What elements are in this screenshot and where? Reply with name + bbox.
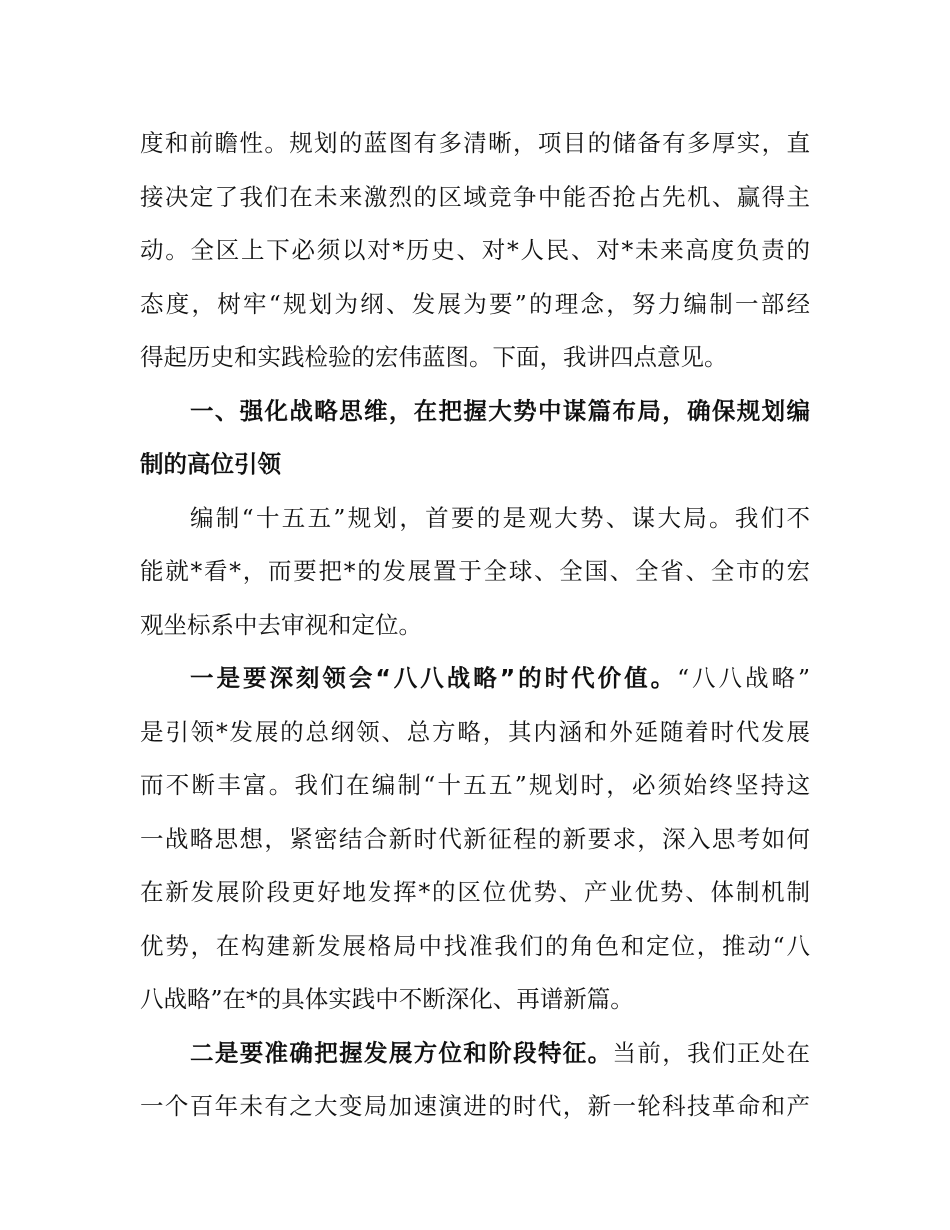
paragraph-line [190,491,810,545]
line-text: 是引领*发展的总纲领、总方略，其内涵和外延随着时代发展 [140,717,810,746]
line-text: 接决定了我们在未来激烈的区域竞争中能否抢占先机、赢得主 [140,182,810,211]
line-text: 观坐标系中去审视和定位。 [140,610,422,639]
line-text: 一个百年未有之大变局加速演进的时代，新一轮科技革命和产 [140,1092,810,1120]
line-text: 制的高位引领 [140,450,281,478]
line-text: 能就*看*，而要把*的发展置于全球、全国、全省、全市的宏 [140,557,810,585]
paragraph-line [140,598,810,652]
paragraph-line [140,330,810,384]
line-text: 一战略思想，紧密结合新时代新征程的新要求，深入思考如何 [140,824,810,853]
paragraph-line [140,919,810,973]
line-text: 当前，我们正处在 [612,1038,811,1067]
paragraph-line [140,544,810,598]
paragraph-line [140,705,810,759]
paragraph-line [140,277,810,331]
paragraph-line [140,170,810,224]
bold-lead-sentence: 二是要准确把握发展方位和阶段特征。 [190,1038,613,1067]
section-heading-line [190,384,810,438]
section-heading-line [140,437,810,491]
line-text: 编制“十五五”规划，首要的是观大势、谋大局。我们不 [190,503,810,532]
line-text: 得起历史和实践检验的宏伟蓝图。下面，我讲四点意见。 [140,343,728,371]
line-text: 动。全区上下必须以对*历史、对*人民、对*未来高度负责的 [140,236,810,264]
line-text: 八战略”在*的具体实践中不断深化、再谱新篇。 [140,985,634,1013]
paragraph-line [190,1026,810,1080]
line-text: 一、强化战略思维，在把握大势中谋篇布局，确保规划编 [190,396,810,425]
bold-lead-sentence: 一是要深刻领会“八八战略”的时代价值。 [190,664,678,692]
paragraph-line [140,972,810,1026]
line-text: 在新发展阶段更好地发挥*的区位优势、产业优势、体制机制 [140,878,810,906]
paragraph-line [140,758,810,812]
paragraph-line [190,651,810,705]
line-text: 优势，在构建新发展格局中找准我们的角色和定位，推动“八 [140,931,810,960]
paragraph-line [140,812,810,866]
paragraph-line [140,1079,810,1133]
line-text: 态度，树牢“规划为纲、发展为要”的理念，努力编制一部经 [140,289,810,318]
paragraph-line [140,223,810,277]
line-text: 而不断丰富。我们在编制“十五五”规划时，必须始终坚持这 [140,771,810,799]
line-text: 度和前瞻性。规划的蓝图有多清晰，项目的储备有多厚实，直 [140,129,810,157]
paragraph-line [140,116,810,170]
paragraph-line [140,865,810,919]
line-text: “八八战略” [677,664,811,692]
